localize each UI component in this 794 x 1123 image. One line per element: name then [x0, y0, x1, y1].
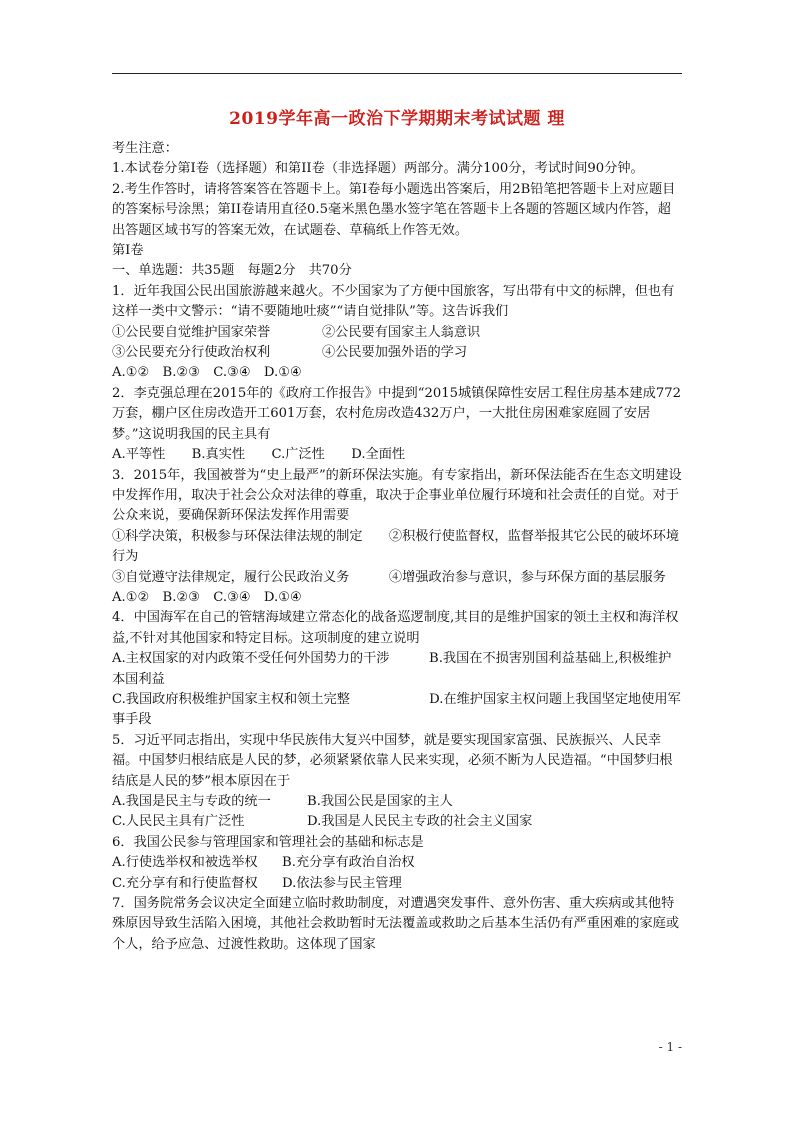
answer-option: A.主权国家的对内政策不受任何外国势力的干涉 B.我国在不损害别国利益基础上,积极维护本国利益: [112, 651, 672, 687]
statement: ①科学决策，积极参与环保法律法规的制定 ②积极行使监督权，监督举报其它公民的破坏环境行为: [112, 528, 680, 565]
notice-heading: 考生注意：: [112, 141, 178, 156]
answer-option: D.我国是人民民主专政的社会主义国家: [307, 814, 533, 830]
statement: ③自觉遵守法律规定，履行公民政治义务 ④增强政治参与意识，参与环保方面的基层服务: [112, 569, 666, 585]
answer-option: A.我国是民主与专政的统一: [112, 794, 271, 809]
notice-item: 2.考生作答时，请将答案答在答题卡上。第Ⅰ卷每小题选出答案后，用2B铅笔把答题卡上对应题目的答案标号涂黑；第II卷请用直径0.5毫米黑色墨水签字笔在答题卡上各题的答题区域内作答，超出答题区域书写的答案无效，在试题卷、草稿纸上作答无效。: [112, 181, 676, 238]
answer-options: A.平等性 B.真实性 C.广泛性 D.全面性: [112, 447, 406, 463]
part-heading: 一、单选题：共35题 每题2分 共70分: [112, 263, 352, 279]
header-rule: [112, 73, 682, 74]
statement-row: [112, 323, 684, 343]
notice-item: 1.本试卷分第Ⅰ卷（选择题）和第II卷（非选择题）两部分。满分100分，考试时间90分钟。: [112, 161, 644, 177]
question-stem: 3．2015年，我国被誉为“史上最严”的新环保法实施。有专家指出，新环保法能否在生态文明建设中发挥作用，取决于社会公众对法律的尊重，取决于企事业单位履行环境和社会责任的自觉。对于公众来说，要确保新环保法发挥作用需要: [112, 467, 682, 524]
page-number: - 1 -: [658, 1040, 682, 1054]
question-stem: 2．李克强总理在2015年的《政府工作报告》中提到“2015城镇保障性安居工程住房基本建成772万套，棚户区住房改造开工601万套，农村危房改造432万户，一大批住房困难家庭圆了安居梦。”这说明我国的民主具有: [112, 385, 681, 442]
options-row: [112, 812, 684, 832]
answer-option: B.我国公民是国家的主人: [307, 794, 453, 809]
statement: ②公民要有国家主人翁意识: [322, 324, 481, 340]
question-stem: 6．我国公民参与管理国家和管理社会的基础和标志是: [112, 834, 424, 850]
answer-option: A.行使选举权和被选举权: [112, 855, 258, 871]
question-stem: 7．国务院常务会议决定全面建立临时救助制度，对遭遇突发事件、意外伤害、重大疾病或其他特殊原因导致生活陷入困境，其他社会救助暂时无法覆盖或救助之后基本生活仍有严重困难的家庭或个人，给予应急、过渡性救助。这体现了国家: [112, 896, 680, 952]
answer-option: B.充分享有政治自治权: [282, 855, 415, 871]
options-row: [112, 853, 684, 873]
answer-options: A.①② B.②③ C.③④ D.①④: [112, 365, 302, 381]
answer-option: C.充分享有和行使监督权: [112, 875, 258, 891]
question-stem: 4．中国海军在自己的管辖海域建立常态化的战备巡逻制度,其目的是维护国家的领土主权和海洋权益,不针对其他国家和特定目标。这项制度的建立说明: [112, 610, 679, 646]
exam-title: 2019学年高一政治下学期期末考试试题 理: [229, 109, 565, 129]
section-label: 第Ⅰ卷: [112, 243, 144, 259]
options-row: [112, 792, 684, 812]
question-stem: 5．习近平同志指出，实现中华民族伟大复兴中国梦，就是要实现国家富强、民族振兴、人民幸福。中国梦归根结底是人民的梦，必须紧紧依靠人民来实现，必须不断为人民造福。“中国梦归根结底是人民的梦”根本原因在于: [112, 732, 673, 789]
answer-option: C.我国政府积极维护国家主权和领土完整 D.在维护国家主权问题上我国坚定地使用军事手段: [112, 691, 681, 728]
statement-row: [112, 343, 684, 363]
question-stem: 1．近年我国公民出国旅游越来越火。不少国家为了方便中国旅客，写出带有中文的标牌，但也有这样一类中文警示：“请不要随地吐痰”“请自觉排队”等。这告诉我们: [112, 283, 675, 320]
statement: ④公民要加强外语的学习: [322, 345, 468, 361]
statement: ①公民要自觉维护国家荣誉: [112, 324, 271, 340]
statement: ③公民要充分行使政治权利: [112, 345, 271, 361]
options-row: [112, 874, 684, 894]
exam-body: [112, 139, 684, 955]
answer-options: A.①② B.②③ C.③④ D.①④: [112, 589, 302, 605]
answer-option: D.依法参与民主管理: [282, 875, 402, 891]
answer-option: C.人民民主具有广泛性: [112, 814, 245, 830]
